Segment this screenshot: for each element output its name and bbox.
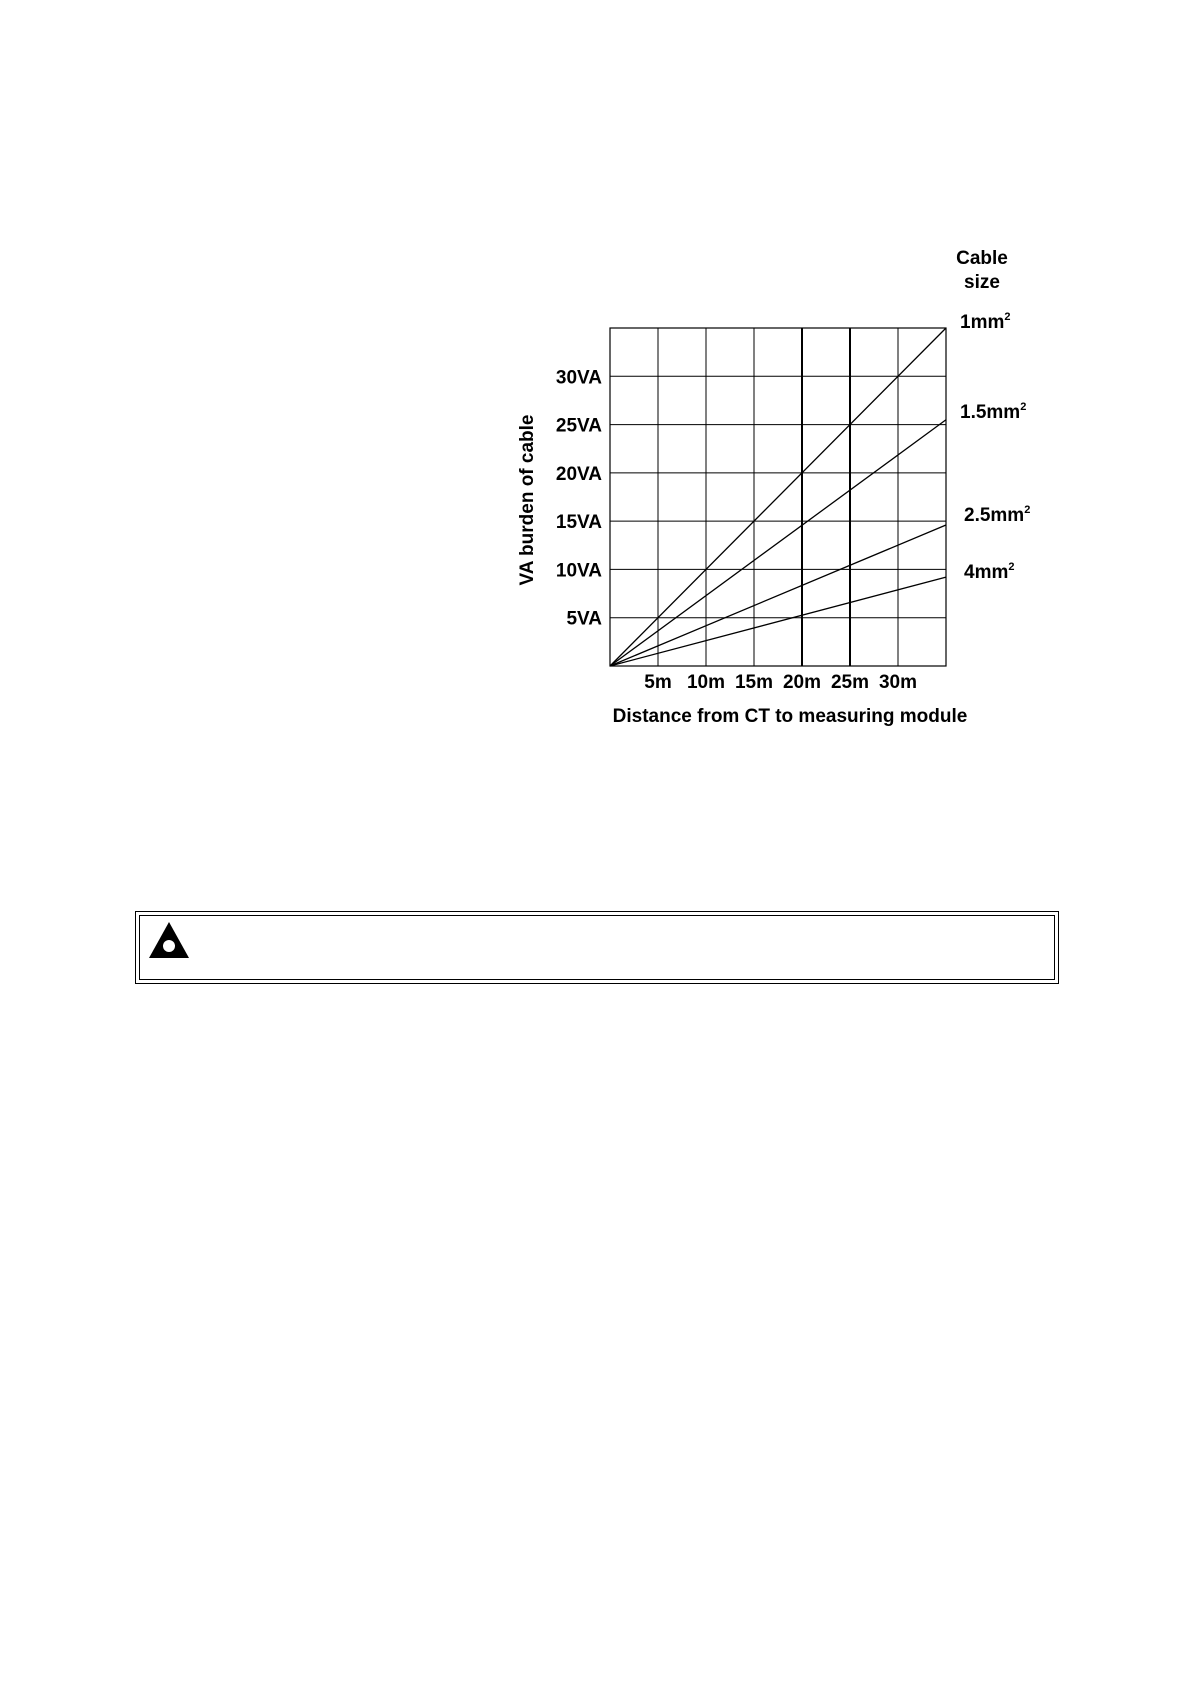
warning-box-inner — [139, 915, 1055, 980]
series-label: $1mm^2$ — [960, 311, 1011, 333]
x-tick-label: 15m — [734, 672, 774, 693]
legend-title-line-1: Cable — [956, 248, 1008, 269]
legend-title-line-2: size — [964, 272, 1000, 293]
x-tick-label: 5m — [644, 672, 672, 693]
series-label-superscript: 2 — [1024, 504, 1031, 516]
series-label: $4mm^2$ — [964, 561, 1015, 583]
x-tick-labels — [644, 672, 917, 693]
y-axis-label: VA burden of cable — [517, 414, 538, 586]
series-label: $1.5mm^2$ — [960, 401, 1027, 423]
series-label-superscript: 2 — [1004, 311, 1011, 323]
y-tick-label: 5VA — [566, 608, 602, 630]
series-line — [610, 328, 946, 666]
warning-box — [135, 911, 1059, 984]
y-tick-label: 25VA — [555, 415, 602, 437]
series-line — [610, 525, 946, 666]
y-tick-label: 30VA — [555, 367, 602, 389]
series-line — [610, 577, 946, 666]
x-tick-label: 30m — [878, 672, 918, 693]
y-tick-label: 10VA — [555, 560, 602, 582]
x-tick-label: 20m — [782, 672, 822, 693]
series-label-superscript: 2 — [1008, 561, 1015, 573]
x-tick-label: 25m — [830, 672, 870, 693]
y-tick-label: 15VA — [555, 512, 602, 534]
warning-triangle-icon — [148, 921, 190, 959]
x-tick-label: 10m — [686, 672, 726, 693]
series-label-superscript: 2 — [1020, 401, 1027, 413]
y-tick-label: 20VA — [555, 463, 602, 485]
x-axis-label: Distance from CT to measuring module — [612, 706, 968, 727]
y-tick-labels — [556, 367, 602, 629]
chart-series — [610, 328, 946, 666]
series-label: $2.5mm^2$ — [964, 504, 1031, 526]
series-labels — [960, 311, 1030, 583]
cable-burden-chart — [0, 0, 1190, 800]
series-line — [610, 420, 946, 666]
